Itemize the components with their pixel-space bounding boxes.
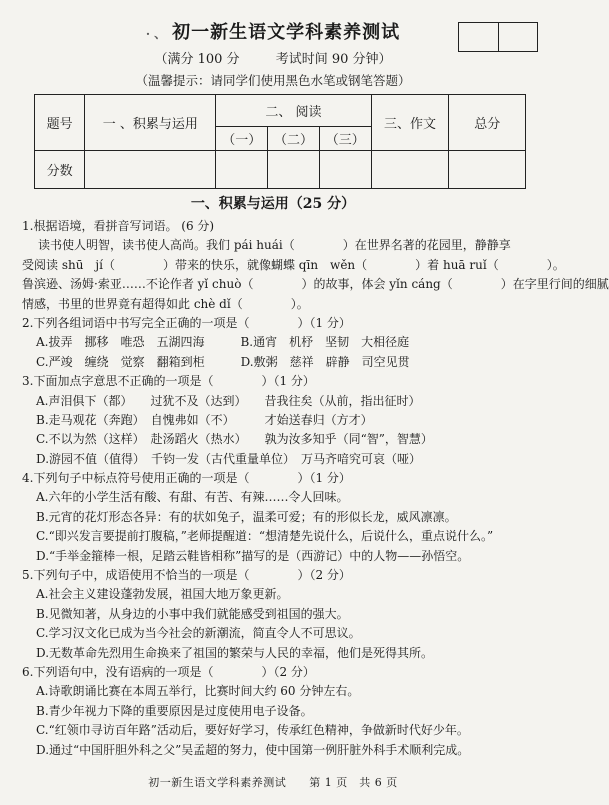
option-line: B.元宵的花灯形态各异：有的状如兔子，温柔可爱；有的形似长龙，威风凛凛。 (36, 509, 457, 524)
question-line: 6.下列语句中，没有语病的一项是（ ）（2 分） (22, 664, 315, 679)
option-line: A.拔弄 挪移 唯恐 五湖四海 B.通宵 机杼 坚韧 大相径庭 (36, 335, 410, 350)
option-line: C.不以为然（这样） 赴汤蹈火（热水） 孰为汝多知乎（同“智”，智慧） (36, 432, 433, 447)
section-title: 一、积累与运用（25 分） (190, 196, 356, 212)
option-line: B.见微知著，从身边的小事中我们就能感受到祖国的强大。 (36, 606, 349, 621)
page-footer: 初一新生语文学科素养测试 第 1 页 共 6 页 (148, 776, 398, 789)
score-table-part2: 二、 阅读 (216, 95, 371, 127)
header-smudge: · 、 (145, 27, 167, 41)
option-line: B.走马观花（奔跑） 自愧弗如（不） 才始送春归（方才） (36, 412, 373, 427)
score-table-sub2: （二） (268, 127, 320, 151)
question-content (22, 217, 609, 760)
score-cell-sub2[interactable] (268, 151, 320, 189)
option-line: A.六年的小学生活有酸、有甜、有苦、有辣……令人回味。 (36, 490, 349, 505)
option-line: B.青少年视力下降的重要原因是过度使用电子设备。 (36, 703, 313, 718)
option-line: A.社会主义建设蓬勃发展，祖国大地万象更新。 (36, 587, 289, 602)
question-line: 3.下面加点字意思不正确的一项是（ ）（1 分） (22, 374, 315, 389)
question-line: 鲁滨逊、汤姆·索亚……不论作者 yǐ chuò（ ）的故事，体会 yǐn cáng（ ）在字里行间的细腻 (22, 277, 609, 292)
question-line: 情感，书里的世界竟有超得如此 chè dǐ（ ）。 (22, 296, 309, 311)
exam-time: 考试时间 90 分钟） (275, 52, 392, 67)
option-line: C.严竣 缠绕 觉察 翻箱到柜 D.敷粥 慈祥 辟静 司空见贯 (36, 354, 410, 369)
full-score: （满分 100 分 (154, 52, 240, 67)
score-table-part1: 一 、积累与运用 (85, 95, 216, 151)
option-line: C.“即兴发言要提前打腹稿，”老师提醒道：“想清楚先说什么，后说什么，重点说什么。” (36, 529, 494, 544)
score-cell-sub3[interactable] (319, 151, 371, 189)
score-cell-part1[interactable] (85, 151, 216, 189)
score-cell-total[interactable] (449, 151, 526, 189)
option-line: C.学习汉文化已成为当今社会的新潮流，简直令人不可思议。 (36, 626, 361, 641)
option-line: D.“手举金箍棒一根，足踏云鞋皆相称”描写的是（西游记）中的人物——孙悟空。 (36, 548, 470, 563)
question-line: 1.根据语境，看拼音写词语。 (6 分) (22, 219, 215, 233)
question-line: 4.下列句子中标点符号使用正确的一项是（ ）（1 分） (22, 471, 351, 486)
option-line: D.游园不值（值得） 千钧一发（古代重量单位） 万马齐喑究可哀（哑） (36, 451, 422, 466)
reminder: （温馨提示：请同学们使用黑色水笔或钢笔答题） (135, 73, 411, 88)
option-line: D.无数革命先烈用生命换来了祖国的繁荣与人民的幸福，他们是死得其所。 (36, 645, 434, 660)
score-cell-part3[interactable] (371, 151, 449, 189)
score-box-divider (498, 23, 499, 51)
question-line: 读书使人明智，读书使人高尚。我们 pái huái（ ）在世界名著的花园里，静静享 (38, 238, 511, 253)
score-cell-sub1[interactable] (216, 151, 268, 189)
option-line: C.“红领巾寻访百年路”活动后，要好好学习，传承红色精神，争做新时代好少年。 (36, 723, 469, 738)
exam-title: 初一新生语文学科素养测试 (172, 22, 401, 43)
option-line: A.声泪俱下（都） 过犹不及（达到） 昔我往矣（从前，指出征时） (36, 393, 421, 408)
exam-info (0, 48, 546, 67)
score-table-row-label: 分数 (35, 151, 85, 189)
score-table-total: 总分 (449, 95, 526, 151)
score-table-sub3: （三） (319, 127, 371, 151)
option-line: A.诗歌朗诵比赛在本周五举行，比赛时间大约 60 分钟左右。 (36, 684, 360, 699)
question-line: 5.下列句子中，成语使用不恰当的一项是（ ）（2 分） (22, 568, 351, 583)
option-line: D.通过“中国肝胆外科之父”吴孟超的努力，使中国第一例肝脏外科手术顺利完成。 (36, 742, 470, 757)
question-line: 受阅读 shū jí（ ）带来的快乐，就像蝴蝶 qīn wěn（ ）着 huā ruǐ（ ）。 (22, 257, 565, 272)
question-line: 2.下列各组词语中书写完全正确的一项是（ ）（1 分） (22, 315, 351, 330)
score-table-part3: 三、作文 (371, 95, 449, 151)
score-table-sub1: （一） (216, 127, 268, 151)
score-table-col-label: 题号 (35, 95, 85, 151)
score-table (34, 94, 526, 189)
